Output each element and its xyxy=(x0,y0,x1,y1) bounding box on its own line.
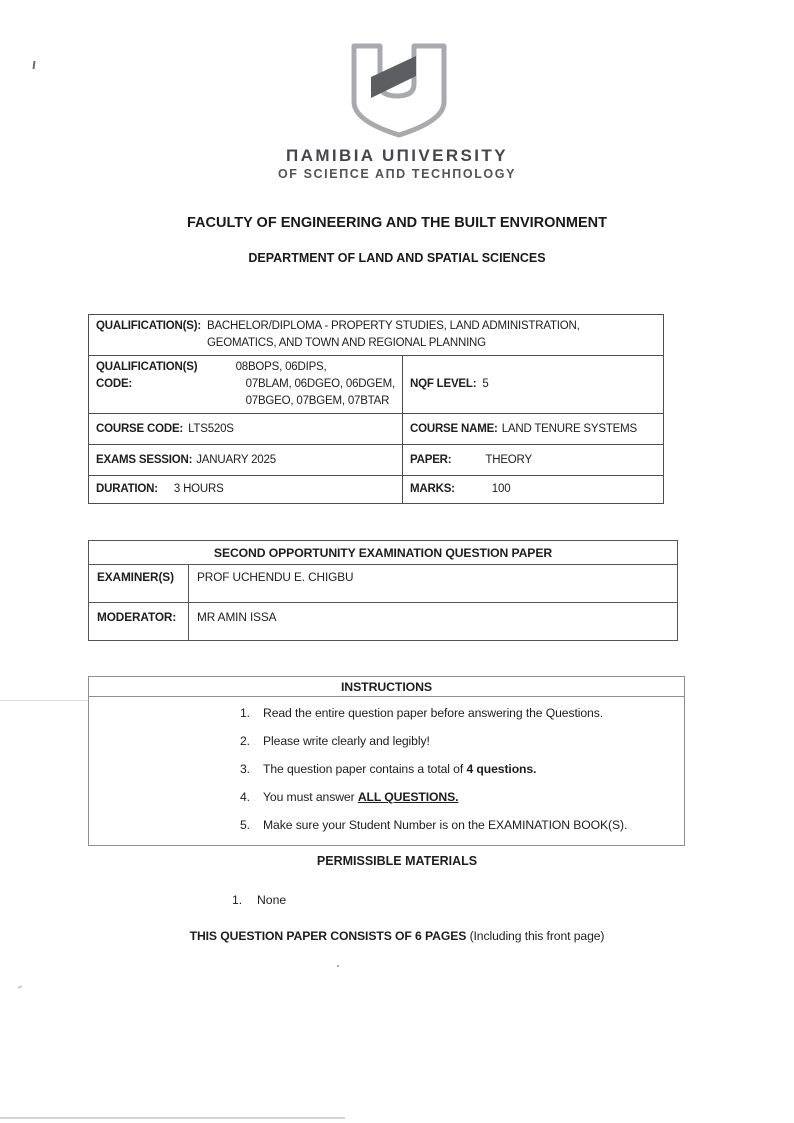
department-heading: DEPARTMENT OF LAND AND SPATIAL SCIENCES xyxy=(248,251,546,265)
qualification-code-label: QUALIFICATION(S) CODE: xyxy=(96,361,198,390)
university-name: ПAMIBIA UПIVERSITY xyxy=(286,146,508,165)
page-count-note xyxy=(0,929,794,943)
table-row-moderator xyxy=(89,603,678,641)
instruction-item-2 xyxy=(240,732,676,750)
scan-artifact-bottom-line xyxy=(0,1117,345,1119)
nqf-level-label: NQF LEVEL: xyxy=(410,378,477,390)
paper-value: THEORY xyxy=(485,453,532,466)
course-info-table xyxy=(88,314,664,504)
qualification-code-line3: 07BGEO, 07BGEM, 07BTAR xyxy=(245,395,390,407)
duration-label: DURATION: xyxy=(96,483,158,495)
instruction-number: 3. xyxy=(240,762,250,776)
instruction-item-5 xyxy=(240,816,676,834)
instruction-text: Read the entire question paper before answering the Questions. xyxy=(263,706,604,720)
exam-paper-title: SECOND OPPORTUNITY EXAMINATION QUESTION PAPER xyxy=(89,541,678,565)
permissible-materials-title: PERMISSIBLE MATERIALS xyxy=(316,854,478,868)
scan-artifact-line xyxy=(0,700,88,701)
instructions-title: INSTRUCTIONS xyxy=(89,677,684,697)
examiner-label: EXAMINER(S) xyxy=(97,570,174,584)
exams-session-value: JANUARY 2025 xyxy=(196,453,276,466)
table-row-course-code xyxy=(89,414,664,445)
instruction-number: 5. xyxy=(240,818,250,832)
moderator-value: MR AMIN ISSA xyxy=(197,610,277,624)
instructions-list xyxy=(89,697,684,845)
instruction-text: The question paper contains a total of 4 questions. xyxy=(263,762,537,776)
instruction-number: 1. xyxy=(240,706,250,720)
table-row-examiner xyxy=(89,565,678,603)
scan-artifact-tick-left xyxy=(18,985,22,989)
permissible-item-text: None xyxy=(257,893,287,907)
course-code-label: COURSE CODE: xyxy=(96,422,184,435)
qualification-value-line1: BACHELOR/DIPLOMA - PROPERTY STUDIES, LAND ADMINISTRATION, xyxy=(206,320,580,332)
qualification-value-line2: GEOMATICS, AND TOWN AND REGIONAL PLANNING xyxy=(206,337,486,349)
course-name-value: LAND TENURE SYSTEMS xyxy=(501,422,637,435)
scan-artifact-tick xyxy=(33,61,36,69)
scan-artifact-dot xyxy=(337,965,339,967)
paper-label: PAPER: xyxy=(410,453,452,466)
permissible-item-number: 1. xyxy=(232,893,243,907)
examiner-value: PROF UCHENDU E. CHIGBU xyxy=(197,570,354,584)
faculty-heading: FACULTY OF ENGINEERING AND THE BUILT ENVIRONMENT xyxy=(187,215,607,231)
table-row-paper-title xyxy=(89,541,678,565)
moderator-label: MODERATOR: xyxy=(97,610,177,624)
qualification-code-line2: 07BLAM, 06DGEO, 06DGEM, xyxy=(245,378,395,390)
instruction-item-1 xyxy=(240,704,676,722)
marks-label: MARKS: xyxy=(410,483,455,495)
duration-value: 3 HOURS xyxy=(173,483,224,495)
instruction-item-3 xyxy=(240,760,676,778)
instructions-box xyxy=(88,676,685,846)
page-count-bold: THIS QUESTION PAPER CONSISTS OF 6 PAGES xyxy=(189,929,467,943)
qualification-code-line1: 08BOPS, 06DIPS, xyxy=(235,361,327,373)
instruction-item-4 xyxy=(240,788,676,806)
table-row-exams-session xyxy=(89,445,664,476)
instruction-number: 4. xyxy=(240,790,250,804)
exams-session-label: EXAMS SESSION: xyxy=(96,453,193,466)
table-row-duration xyxy=(89,476,664,504)
course-name-label: COURSE NAME: xyxy=(410,422,498,435)
instruction-number: 2. xyxy=(240,734,250,748)
instruction-text: You must answer ALL QUESTIONS. xyxy=(263,790,459,804)
table-row-qualification xyxy=(89,315,664,356)
marks-value: 100 xyxy=(491,483,511,495)
university-name-line2: OF SCIEПCE AПD TECHПOLOGY xyxy=(277,167,517,181)
nust-shield-icon xyxy=(347,42,451,140)
shield-outline xyxy=(354,46,444,135)
examiner-table xyxy=(88,540,678,641)
instruction-text: Please write clearly and legibly! xyxy=(263,734,430,748)
page-count-regular: (Including this front page) xyxy=(466,929,605,943)
permissible-materials-item xyxy=(232,893,286,907)
instruction-text: Make sure your Student Number is on the EXAMINATION BOOK(S). xyxy=(263,818,628,832)
qualification-label: QUALIFICATION(S): xyxy=(96,320,201,332)
course-code-value: LTS520S xyxy=(188,422,234,435)
nqf-level-value: 5 xyxy=(482,378,489,390)
table-row-qualification-code xyxy=(89,356,664,414)
